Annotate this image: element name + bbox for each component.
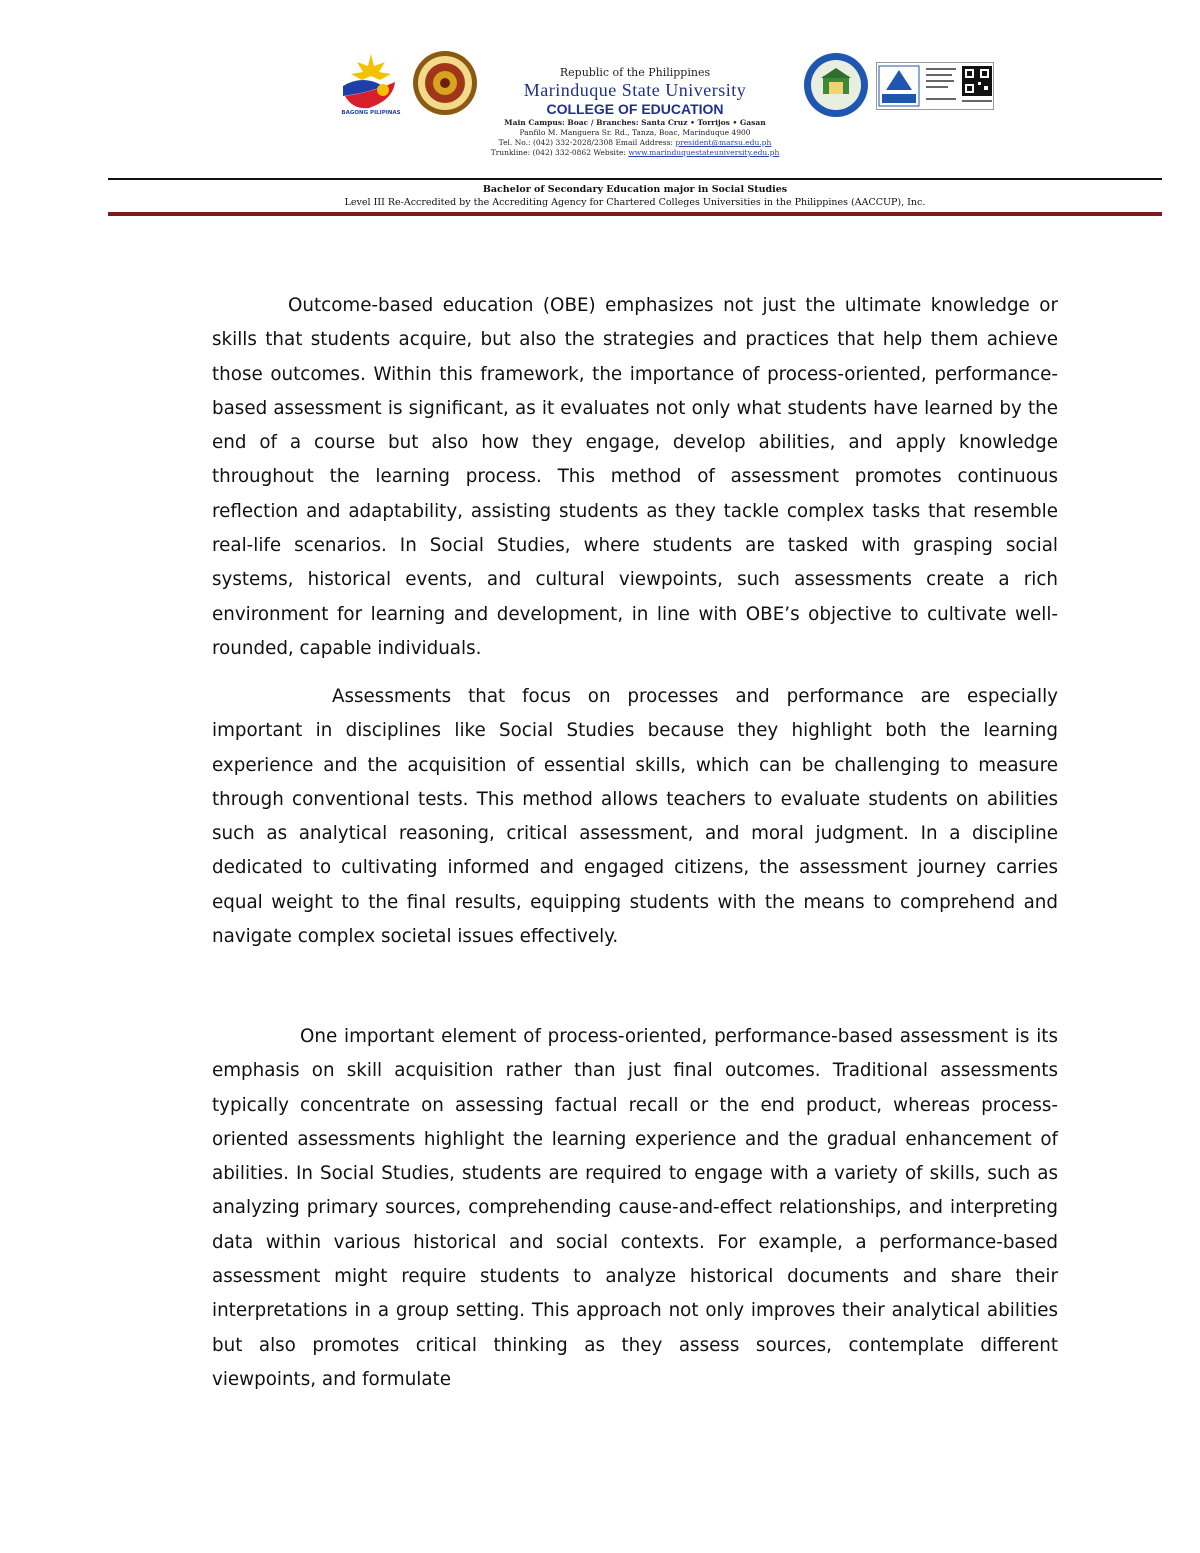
republic-line: Republic of the Philippines <box>559 66 711 79</box>
paragraph-2: Assessments that focus on processes and performance are especially important in disciplines like Social Studies because they highlight both the learning experience and the acquisition of essential skills, which can be challenging to measure through conventional tests. This method allows teachers to evaluate students on abilities such as analytical reasoning, critical assessment, and moral judgment. In a discipline dedicated to cultivating informed and engaged citizens, the assessment journey carries equal weight to the final results, equipping students with the means to comprehend and navigate complex societal issues effectively. <box>212 686 1058 948</box>
website-label: Website: <box>593 148 626 157</box>
trunkline-line <box>440 148 830 158</box>
bagong-pilipinas-logo <box>333 52 409 122</box>
paragraph-3: One important element of process-oriented, performance-based assessment is its emphasis on skill acquisition rather than just final outcomes. Traditional assessments typically concentrate on assessing factual recall or the end product, whereas process-oriented assessments highlight the learning experience and the gradual enhancement of abilities. In Social Studies, students are required to engage with a variety of skills, such as analyzing primary sources, comprehending cause-and-effect relationships, and interpreting data within various historical and social contexts. For example, a performance-based assessment might require students to analyze historical documents and share their interpretations in a group setting. This approach not only improves their analytical abilities but also promotes critical thinking as they assess sources, contemplate different viewpoints, and formulate <box>212 1026 1058 1390</box>
email-link[interactable]: president@marsu.edu.ph <box>675 138 772 147</box>
header-rule-top <box>108 178 1162 180</box>
accreditation-line: Level III Re-Accredited by the Accrediting Agency for Chartered Colleges Universities in the Philippines (AACCUP), Inc. <box>344 197 926 208</box>
email-label: Email Address: <box>615 138 673 147</box>
website-link[interactable]: www.marinduquestateuniversity.edu.ph <box>628 148 780 157</box>
letterhead <box>440 66 830 158</box>
campuses-line: Main Campus: Boac / Branches: Santa Cruz • Torrijos • Gasan <box>504 118 766 127</box>
program-title: Bachelor of Secondary Education major in Social Studies <box>482 184 788 195</box>
trunkline-text: Trunkline: (042) 332-0862 <box>490 148 591 157</box>
paragraph-1: Outcome-based education (OBE) emphasizes not just the ultimate knowledge or skills that students acquire, but also the strategies and practices that help them achieve those outcomes. Within this framework, the importance of process-oriented, performance-based assessment is significant, as it evaluates not only what students have learned by the end of a course but also how they engage, develop abilities, and apply knowledge throughout the learning process. This method of assessment promotes continuous reflection and adaptability, assisting students as they tackle complex tasks that resemble real-life scenarios. In Social Studies, where students are tasked with grasping social systems, historical events, and cultural viewpoints, such assessments create a rich environment for learning and development, in line with OBE’s objective to cultivate well-rounded, capable individuals. <box>212 295 1058 659</box>
college-name: COLLEGE OF EDUCATION <box>546 101 724 117</box>
contact-phone: Tel. No.: (042) 332-2028/2308 <box>498 138 614 147</box>
address-line: Panfilo M. Manguera Sr. Rd., Tanza, Boac, Marinduque 4900 <box>519 128 751 137</box>
bagong-pilipinas-label: BAGONG PILIPINAS <box>341 110 401 116</box>
contact-line <box>440 138 830 148</box>
certification-badge <box>876 62 994 110</box>
university-name: Marinduque State University <box>523 80 747 100</box>
header-rule-bottom <box>108 212 1162 216</box>
accreditation-seal <box>803 52 869 118</box>
